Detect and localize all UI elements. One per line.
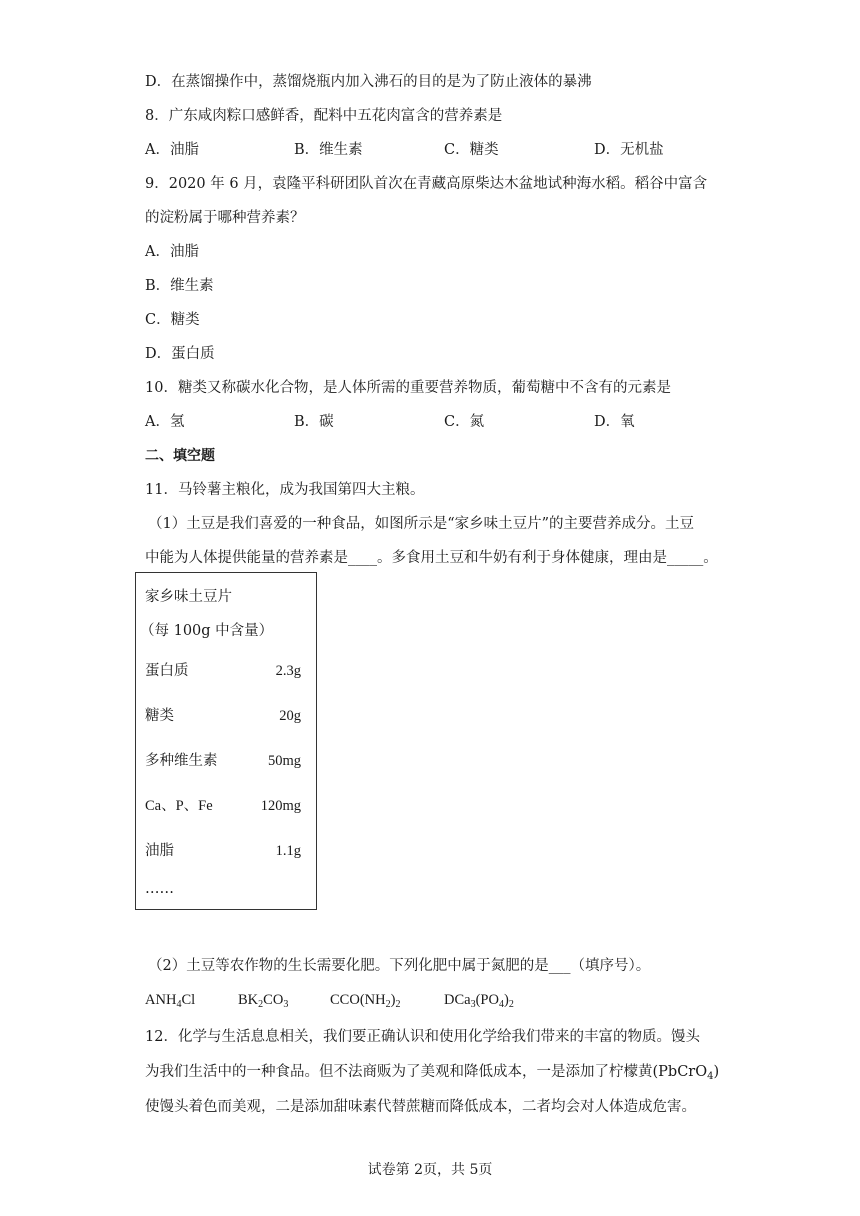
nutrition-row-value: 20g (279, 708, 301, 724)
nutrition-row-value: 50mg (267, 753, 301, 769)
nutrition-ellipsis: …… (145, 881, 174, 897)
q10-stem: 10．糖类又称碳水化合物，是人体所需的重要营养物质，葡萄糖中不含有的元素是 (145, 380, 671, 396)
fertilizer-choice-d: $DCa_3(PO_4)_2$ (444, 992, 514, 1010)
fertilizer-choice-c: $CCO(NH_2)_2$ (330, 992, 401, 1010)
q9-stem-line1: 9．2020 年 6 月，袁隆平科研团队首次在青藏高原柴达木盆地试种海水稻。稻谷中富含 (145, 176, 708, 192)
q9-option-b: B．维生素 (145, 278, 214, 294)
q10-option-c: C．氮 (444, 414, 485, 430)
q10-option-d: D．氧 (594, 414, 635, 430)
q8-option-b: B．维生素 (294, 142, 363, 158)
nutrition-row-name: 油脂 (145, 843, 174, 859)
q9-option-c: C．糖类 (145, 312, 200, 328)
page-footer: 试卷第 2页，共 5页 (367, 1162, 493, 1178)
nutrition-row-name: 多种维生素 (145, 753, 218, 769)
q8-option-c: C．糖类 (444, 142, 499, 158)
q12-line2: 为我们生活中的一种食品。但不法商贩为了美观和降低成本，一是添加了柠檬黄(PbCrO$_4$) (145, 1064, 720, 1082)
q12-line3: 使馒头着色而美观，二是添加甜味素代替蔗糖而降低成本，二者均会对人体造成危害。 (145, 1099, 696, 1115)
nutrition-row-name: 蛋白质 (145, 663, 189, 679)
q11-stem: 11．马铃薯主粮化，成为我国第四大主粮。 (145, 482, 425, 498)
q11-part1-line1: （1）土豆是我们喜爱的一种食品，如图所示是“家乡味土豆片”的主要营养成分。土豆 (148, 516, 695, 532)
q11-part2: （2）土豆等农作物的生长需要化肥。下列化肥中属于氮肥的是___（填序号）。 (148, 958, 651, 974)
nutrition-title: 家乡味土豆片 (145, 589, 232, 605)
nutrition-row-value: 2.3g (275, 663, 301, 679)
section-title: 二、填空题 (145, 448, 215, 464)
q8-stem: 8．广东咸肉粽口感鲜香，配料中五花肉富含的营养素是 (145, 108, 503, 124)
nutrition-subtitle: （每 100g 中含量） (140, 623, 274, 639)
q9-option-a: A．油脂 (145, 244, 199, 260)
q9-stem-line2: 的淀粉属于哪种营养素？ (145, 210, 305, 226)
q12-line1: 12．化学与生活息息相关，我们要正确认识和使用化学给我们带来的丰富的物质。馒头 (145, 1029, 700, 1045)
fertilizer-choice-b: $BK_2CO_3$ (238, 992, 289, 1010)
nutrition-row-name: 糖类 (145, 708, 174, 724)
q10-option-a: A．氢 (145, 414, 185, 430)
q7-option-d: D．在蒸馏操作中，蒸馏烧瓶内加入沸石的目的是为了防止液体的暴沸 (145, 74, 592, 90)
nutrition-table (135, 572, 317, 910)
fertilizer-choice-a: $ANH_4Cl$ (145, 992, 196, 1010)
nutrition-row-value: 120mg (260, 798, 301, 814)
q9-option-d: D．蛋白质 (145, 346, 215, 362)
nutrition-row-name: Ca、P、Fe (145, 798, 213, 814)
q10-option-b: B．碳 (294, 414, 334, 430)
q8-option-d: D．无机盐 (594, 142, 664, 158)
q11-part1-line2: 中能为人体提供能量的营养素是____。多食用土豆和牛奶有利于身体健康，理由是_____。 (145, 550, 718, 566)
nutrition-row-value: 1.1g (275, 843, 301, 859)
q8-option-a: A．油脂 (145, 142, 199, 158)
